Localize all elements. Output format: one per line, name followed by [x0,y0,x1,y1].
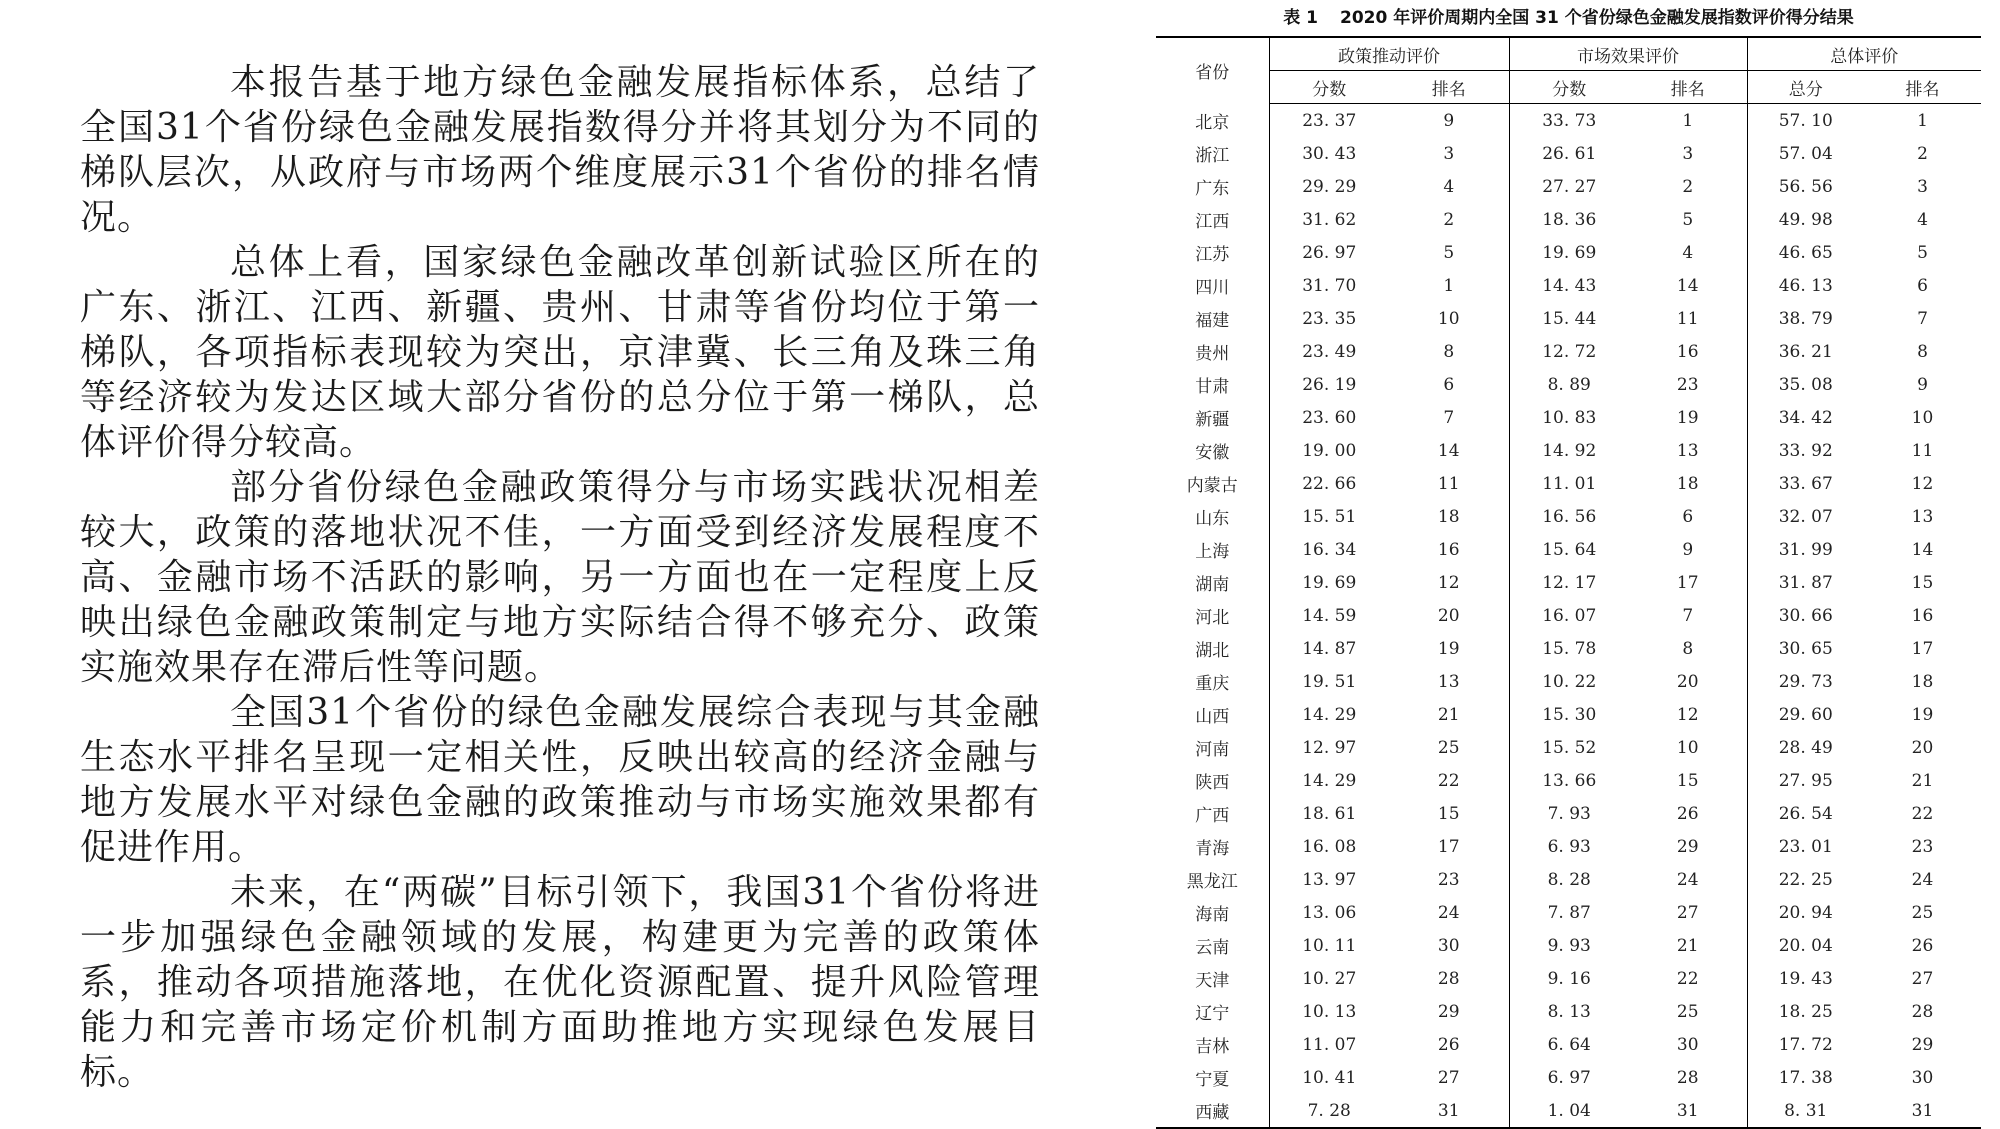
policy-score-cell: 30. 43 [1269,137,1389,170]
province-cell: 广东 [1195,179,1230,199]
total-rank-cell: 15 [1911,572,1934,593]
market-rank-cell: 21 [1676,935,1699,956]
header-policy-group: 政策推动评价 [1269,37,1509,71]
policy-score-cell: 19. 00 [1269,434,1389,467]
market-score-cell: 11. 01 [1509,467,1629,500]
policy-score-cell: 31. 70 [1269,269,1389,302]
total-rank-cell: 8 [1917,341,1928,362]
market-rank-cell: 11 [1676,308,1699,329]
total-rank-cell: 2 [1917,143,1928,164]
market-score-cell: 10. 22 [1509,665,1629,698]
total-rank-cell: 22 [1911,803,1934,824]
table-row [1156,764,1981,797]
province-cell: 云南 [1195,938,1230,958]
market-score-cell: 16. 07 [1509,599,1629,632]
market-rank-cell: 13 [1676,440,1699,461]
province-cell: 山西 [1195,707,1230,727]
total-score-cell: 57. 04 [1747,137,1864,170]
policy-score-cell: 14. 87 [1269,632,1389,665]
total-rank-cell: 10 [1911,407,1934,428]
policy-rank-cell: 29 [1437,1001,1460,1022]
total-rank-cell: 3 [1917,176,1928,197]
market-score-cell: 8. 28 [1509,863,1629,896]
table-row [1156,863,1981,896]
total-score-cell: 57. 10 [1747,104,1864,138]
policy-score-cell: 26. 97 [1269,236,1389,269]
total-rank-cell: 11 [1911,440,1934,461]
total-rank-cell: 9 [1917,374,1928,395]
market-rank-cell: 19 [1676,407,1699,428]
policy-score-cell: 10. 11 [1269,929,1389,962]
table-row [1156,896,1981,929]
total-rank-cell: 20 [1911,737,1934,758]
market-score-cell: 14. 92 [1509,434,1629,467]
table-row [1156,995,1981,1028]
table-caption [1156,6,1981,36]
market-rank-cell: 20 [1676,671,1699,692]
table-row [1156,401,1981,434]
province-cell: 浙江 [1195,146,1230,166]
province-cell: 北京 [1195,112,1230,133]
table-row [1156,665,1981,698]
table-row [1156,533,1981,566]
total-score-cell: 33. 67 [1747,467,1864,500]
province-cell: 河北 [1195,608,1230,628]
province-cell: 新疆 [1195,410,1230,430]
total-score-cell: 38. 79 [1747,302,1864,335]
policy-score-cell: 23. 49 [1269,335,1389,368]
policy-rank-cell: 10 [1437,308,1460,329]
market-rank-cell: 22 [1676,968,1699,989]
total-rank-cell: 1 [1917,110,1928,131]
table-row [1156,599,1981,632]
total-score-cell: 29. 73 [1747,665,1864,698]
total-score-cell: 35. 08 [1747,368,1864,401]
policy-score-cell: 18. 61 [1269,797,1389,830]
market-rank-cell: 28 [1676,1067,1699,1088]
policy-rank-cell: 4 [1443,176,1455,197]
table-row [1156,302,1981,335]
market-score-cell: 9. 93 [1509,929,1629,962]
policy-score-cell: 22. 66 [1269,467,1389,500]
total-score-cell: 30. 65 [1747,632,1864,665]
province-cell: 江西 [1195,212,1230,232]
market-score-cell: 6. 97 [1509,1061,1629,1094]
table-row [1156,368,1981,401]
policy-rank-cell: 23 [1437,869,1460,890]
province-cell: 上海 [1195,542,1230,562]
policy-rank-cell: 17 [1437,836,1460,857]
province-cell: 辽宁 [1195,1004,1230,1024]
total-score-cell: 33. 92 [1747,434,1864,467]
province-cell: 湖南 [1195,575,1230,595]
policy-score-cell: 12. 97 [1269,731,1389,764]
header-market-rank: 排名 [1629,71,1747,104]
table-row [1156,962,1981,995]
policy-rank-cell: 5 [1443,242,1455,263]
total-score-cell: 46. 65 [1747,236,1864,269]
total-score-cell: 8. 31 [1747,1094,1864,1128]
paragraph: 全国31个省份的绿色金融发展综合表现与其金融生态水平排名呈现一定相关性，反映出较高的经济金融与地方发展水平对绿色金融的政策推动与市场实施效果都有促进作用。 [80,692,1040,868]
market-score-cell: 12. 72 [1509,335,1629,368]
policy-rank-cell: 8 [1443,341,1455,362]
policy-rank-cell: 19 [1437,638,1460,659]
header-total-rank: 排名 [1864,71,1981,104]
market-rank-cell: 15 [1676,770,1699,791]
total-score-cell: 17. 38 [1747,1061,1864,1094]
province-cell: 宁夏 [1195,1070,1230,1090]
table-subheader-row [1156,71,1981,104]
market-rank-cell: 6 [1682,506,1694,527]
table-row [1156,137,1981,170]
table-row [1156,1061,1981,1094]
market-score-cell: 6. 93 [1509,830,1629,863]
total-rank-cell: 31 [1864,1094,1981,1128]
policy-score-cell: 15. 51 [1269,500,1389,533]
market-rank-cell: 31 [1629,1094,1747,1128]
table-row [1156,1094,1981,1128]
score-table-section [1156,6,1981,1129]
policy-rank-cell: 24 [1437,902,1460,923]
total-rank-cell: 4 [1917,209,1928,230]
policy-score-cell: 13. 06 [1269,896,1389,929]
policy-score-cell: 11. 07 [1269,1028,1389,1061]
table-row [1156,467,1981,500]
market-rank-cell: 12 [1676,704,1699,725]
market-score-cell: 9. 16 [1509,962,1629,995]
table-body [1156,104,1981,1129]
total-rank-cell: 27 [1911,968,1934,989]
total-rank-cell: 12 [1911,473,1934,494]
table-row [1156,929,1981,962]
policy-score-cell: 19. 69 [1269,566,1389,599]
policy-score-cell: 31. 62 [1269,203,1389,236]
total-score-cell: 18. 25 [1747,995,1864,1028]
market-rank-cell: 8 [1682,638,1694,659]
market-score-cell: 6. 64 [1509,1028,1629,1061]
table-row [1156,269,1981,302]
market-score-cell: 8. 89 [1509,368,1629,401]
market-score-cell: 15. 30 [1509,698,1629,731]
total-rank-cell: 26 [1911,935,1934,956]
market-score-cell: 13. 66 [1509,764,1629,797]
total-score-cell: 46. 13 [1747,269,1864,302]
market-rank-cell: 30 [1676,1034,1699,1055]
market-rank-cell: 17 [1676,572,1699,593]
market-score-cell: 8. 13 [1509,995,1629,1028]
market-score-cell: 18. 36 [1509,203,1629,236]
policy-score-cell: 23. 60 [1269,401,1389,434]
market-score-cell: 15. 64 [1509,533,1629,566]
total-score-cell: 30. 66 [1747,599,1864,632]
market-score-cell: 27. 27 [1509,170,1629,203]
policy-rank-cell: 13 [1437,671,1460,692]
policy-rank-cell: 12 [1437,572,1460,593]
total-score-cell: 22. 25 [1747,863,1864,896]
policy-score-cell: 10. 27 [1269,962,1389,995]
total-rank-cell: 17 [1911,638,1934,659]
total-score-cell: 32. 07 [1747,500,1864,533]
policy-score-cell: 16. 08 [1269,830,1389,863]
table-row [1156,830,1981,863]
policy-score-cell: 16. 34 [1269,533,1389,566]
market-score-cell: 10. 83 [1509,401,1629,434]
total-rank-cell: 24 [1911,869,1934,890]
table-row [1156,104,1981,138]
total-rank-cell: 23 [1911,836,1934,857]
policy-score-cell: 23. 37 [1269,104,1389,138]
policy-score-cell: 7. 28 [1269,1094,1389,1128]
total-score-cell: 28. 49 [1747,731,1864,764]
score-table [1156,36,1981,1129]
total-rank-cell: 16 [1911,605,1934,626]
header-policy-rank: 排名 [1389,71,1509,104]
header-overall-group: 总体评价 [1747,37,1981,71]
policy-rank-cell: 1 [1443,275,1455,296]
province-cell: 甘肃 [1195,377,1230,397]
market-rank-cell: 16 [1676,341,1699,362]
table-row [1156,632,1981,665]
total-rank-cell: 13 [1911,506,1934,527]
table-row [1156,797,1981,830]
policy-score-cell: 13. 97 [1269,863,1389,896]
total-score-cell: 36. 21 [1747,335,1864,368]
market-rank-cell: 18 [1676,473,1699,494]
policy-rank-cell: 15 [1437,803,1460,824]
province-cell: 黑龙江 [1186,872,1238,892]
table-header-row [1156,37,1981,71]
market-rank-cell: 2 [1682,176,1694,197]
province-cell: 湖北 [1195,641,1230,661]
total-score-cell: 31. 87 [1747,566,1864,599]
market-rank-cell: 4 [1682,242,1694,263]
policy-score-cell: 14. 59 [1269,599,1389,632]
policy-score-cell: 29. 29 [1269,170,1389,203]
header-market-group: 市场效果评价 [1509,37,1747,71]
policy-score-cell: 19. 51 [1269,665,1389,698]
total-score-cell: 23. 01 [1747,830,1864,863]
market-rank-cell: 27 [1676,902,1699,923]
policy-rank-cell: 16 [1437,539,1460,560]
total-score-cell: 20. 04 [1747,929,1864,962]
policy-score-cell: 10. 41 [1269,1061,1389,1094]
province-cell: 重庆 [1195,674,1230,694]
policy-rank-cell: 30 [1437,935,1460,956]
total-rank-cell: 14 [1911,539,1934,560]
table-row [1156,1028,1981,1061]
table-row [1156,500,1981,533]
table-row [1156,236,1981,269]
market-score-cell: 33. 73 [1509,104,1629,138]
province-cell: 福建 [1195,311,1230,331]
table-row [1156,731,1981,764]
province-cell: 天津 [1195,971,1230,991]
policy-rank-cell: 22 [1437,770,1460,791]
total-rank-cell: 5 [1917,242,1928,263]
market-score-cell: 26. 61 [1509,137,1629,170]
header-total-score: 总分 [1747,71,1864,104]
total-score-cell: 29. 60 [1747,698,1864,731]
province-cell: 青海 [1195,839,1230,859]
province-cell: 内蒙古 [1186,476,1238,496]
table-row [1156,170,1981,203]
policy-rank-cell: 14 [1437,440,1460,461]
policy-rank-cell: 7 [1443,407,1455,428]
total-score-cell: 34. 42 [1747,401,1864,434]
policy-score-cell: 23. 35 [1269,302,1389,335]
policy-rank-cell: 21 [1437,704,1460,725]
policy-score-cell: 26. 19 [1269,368,1389,401]
total-rank-cell: 25 [1911,902,1934,923]
total-rank-cell: 30 [1911,1067,1934,1088]
total-rank-cell: 29 [1911,1034,1934,1055]
policy-rank-cell: 20 [1437,605,1460,626]
paragraph: 未来，在“两碳”目标引领下，我国31个省份将进一步加强绿色金融领域的发展，构建更为完善的政策体系，推动各项措施落地，在优化资源配置、提升风险管理能力和完善市场定价机制方面助推地方实现绿色发展目标。 [80,872,1040,1093]
table-row [1156,335,1981,368]
header-market-score: 分数 [1509,71,1629,104]
province-cell: 吉林 [1195,1037,1230,1057]
market-score-cell: 15. 52 [1509,731,1629,764]
policy-rank-cell: 9 [1443,110,1455,131]
market-score-cell: 1. 04 [1509,1094,1629,1128]
market-rank-cell: 14 [1676,275,1699,296]
market-rank-cell: 29 [1676,836,1699,857]
policy-score-cell: 14. 29 [1269,764,1389,797]
market-rank-cell: 24 [1676,869,1699,890]
market-rank-cell: 5 [1682,209,1694,230]
total-score-cell: 31. 99 [1747,533,1864,566]
market-score-cell: 19. 69 [1509,236,1629,269]
market-score-cell: 7. 93 [1509,797,1629,830]
market-score-cell: 15. 78 [1509,632,1629,665]
total-score-cell: 19. 43 [1747,962,1864,995]
total-score-cell: 26. 54 [1747,797,1864,830]
header-province: 省份 [1156,37,1269,104]
total-score-cell: 27. 95 [1747,764,1864,797]
policy-rank-cell: 28 [1437,968,1460,989]
header-policy-score: 分数 [1269,71,1389,104]
market-rank-cell: 23 [1676,374,1699,395]
market-rank-cell: 1 [1682,110,1694,131]
total-score-cell: 17. 72 [1747,1028,1864,1061]
table-caption-text: 2020 年评价周期内全国 31 个省份绿色金融发展指数评价得分结果 [1340,8,1854,28]
policy-rank-cell: 18 [1437,506,1460,527]
policy-rank-cell: 2 [1443,209,1455,230]
province-cell: 四川 [1195,278,1230,298]
market-rank-cell: 3 [1682,143,1694,164]
policy-rank-cell: 6 [1443,374,1455,395]
total-score-cell: 20. 94 [1747,896,1864,929]
policy-rank-cell: 25 [1437,737,1460,758]
province-cell: 海南 [1195,905,1230,925]
market-rank-cell: 25 [1676,1001,1699,1022]
table-row [1156,434,1981,467]
province-cell: 贵州 [1195,344,1230,364]
policy-rank-cell: 31 [1389,1094,1509,1128]
market-rank-cell: 9 [1682,539,1694,560]
policy-rank-cell: 27 [1437,1067,1460,1088]
province-cell: 广西 [1195,806,1230,826]
total-rank-cell: 28 [1911,1001,1934,1022]
paragraph: 本报告基于地方绿色金融发展指标体系，总结了全国31个省份绿色金融发展指数得分并将其划分为不同的梯队层次，从政府与市场两个维度展示31个省份的排名情况。 [80,62,1040,238]
total-rank-cell: 7 [1917,308,1928,329]
table-caption-number: 表 1 [1283,8,1318,28]
paragraph: 总体上看，国家绿色金融改革创新试验区所在的广东、浙江、江西、新疆、贵州、甘肃等省份均位于第一梯队，各项指标表现较为突出，京津冀、长三角及珠三角等经济较为发达区域大部分省份的总分位于第一梯队，总体评价得分较高。 [80,242,1040,463]
report-text [80,60,1040,1095]
market-score-cell: 7. 87 [1509,896,1629,929]
table-row [1156,203,1981,236]
total-rank-cell: 19 [1911,704,1934,725]
market-score-cell: 14. 43 [1509,269,1629,302]
province-cell: 江苏 [1195,245,1230,265]
total-score-cell: 49. 98 [1747,203,1864,236]
paragraph: 部分省份绿色金融政策得分与市场实践状况相差较大，政策的落地状况不佳，一方面受到经济发展程度不高、金融市场不活跃的影响，另一方面也在一定程度上反映出绿色金融政策制定与地方实际结合得不够充分、政策实施效果存在滞后性等问题。 [80,467,1040,688]
policy-rank-cell: 3 [1443,143,1455,164]
province-cell: 山东 [1195,509,1230,529]
market-score-cell: 15. 44 [1509,302,1629,335]
total-rank-cell: 21 [1911,770,1934,791]
total-rank-cell: 18 [1911,671,1934,692]
market-rank-cell: 10 [1676,737,1699,758]
market-rank-cell: 7 [1682,605,1694,626]
policy-score-cell: 14. 29 [1269,698,1389,731]
table-row [1156,698,1981,731]
province-cell: 西藏 [1156,1094,1269,1128]
province-cell: 河南 [1195,740,1230,760]
policy-rank-cell: 11 [1437,473,1460,494]
province-cell: 安徽 [1195,443,1230,463]
market-score-cell: 16. 56 [1509,500,1629,533]
total-rank-cell: 6 [1917,275,1928,296]
table-row [1156,566,1981,599]
province-cell: 陕西 [1195,773,1230,793]
market-score-cell: 12. 17 [1509,566,1629,599]
total-score-cell: 56. 56 [1747,170,1864,203]
market-rank-cell: 26 [1676,803,1699,824]
policy-rank-cell: 26 [1437,1034,1460,1055]
policy-score-cell: 10. 13 [1269,995,1389,1028]
